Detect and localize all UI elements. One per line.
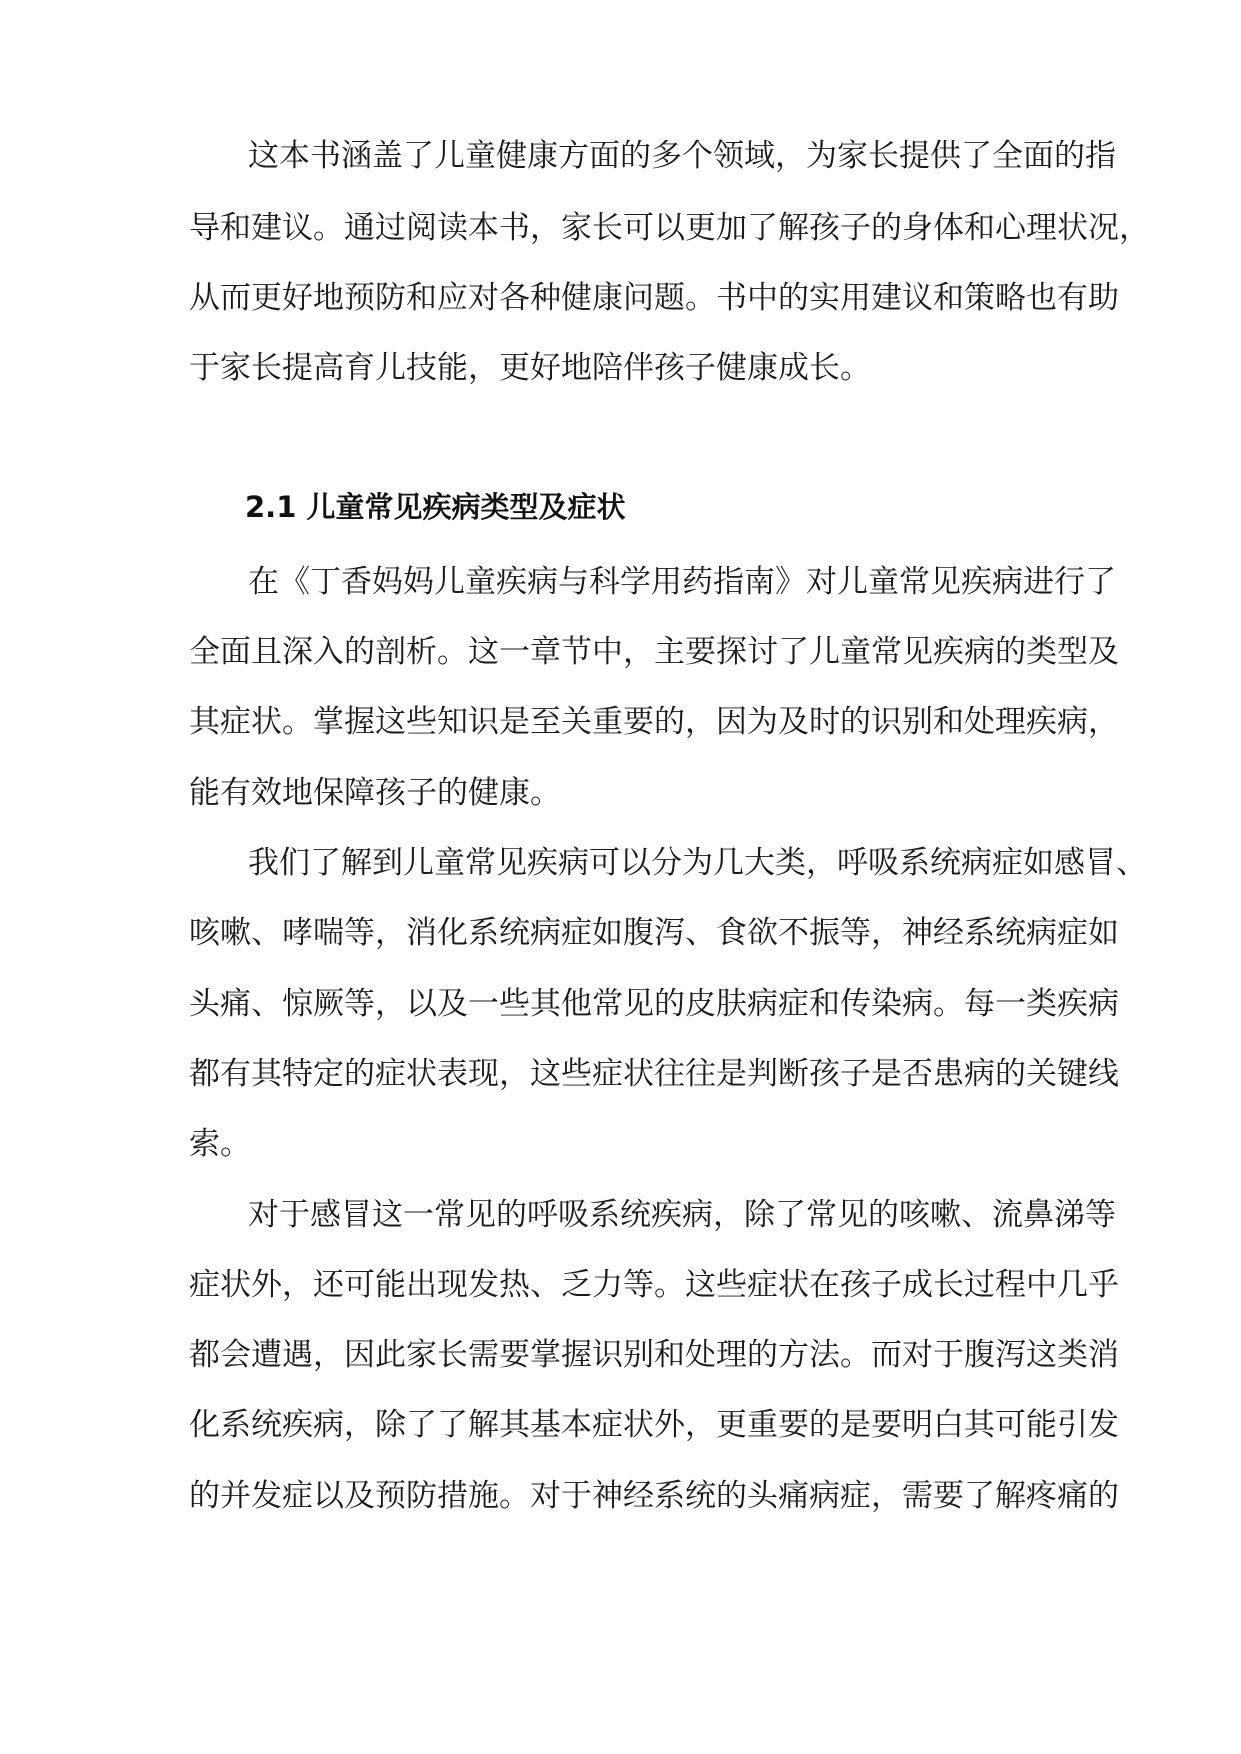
- paragraph-4-line-3: 都会遭遇，因此家长需要掌握识别和处理的方法。而对于腹泻这类消: [189, 1337, 1119, 1373]
- paragraph-2-line-3: 其症状。掌握这些知识是至关重要的，因为及时的识别和处理疾病，: [189, 704, 1119, 740]
- paragraph-3-line-2: 咳嗽、哮喘等，消化系统病症如腹泻、食欲不振等，神经系统病症如: [189, 915, 1119, 951]
- paragraph-3-line-3: 头痛、惊厥等，以及一些其他常见的皮肤病症和传染病。每一类疾病: [189, 986, 1119, 1022]
- section-heading: 2.1 儿童常见疾病类型及症状: [245, 490, 626, 524]
- paragraph-1-line-3: 从而更好地预防和应对各种健康问题。书中的实用建议和策略也有助: [189, 280, 1119, 316]
- paragraph-4-line-4: 化系统疾病，除了了解其基本症状外，更重要的是要明白其可能引发: [189, 1407, 1119, 1443]
- paragraph-3-line-1: 我们了解到儿童常见疾病可以分为几大类，呼吸系统病症如感冒、: [248, 845, 1147, 881]
- paragraph-4-line-2: 症状外，还可能出现发热、乏力等。这些症状在孩子成长过程中几乎: [189, 1267, 1119, 1303]
- paragraph-4-line-1: 对于感冒这一常见的呼吸系统疾病，除了常见的咳嗽、流鼻涕等: [248, 1197, 1116, 1233]
- paragraph-3-line-4: 都有其特定的症状表现，这些症状往往是判断孩子是否患病的关键线: [189, 1056, 1119, 1092]
- paragraph-2-line-2: 全面且深入的剖析。这一章节中，主要探讨了儿童常见疾病的类型及: [189, 634, 1119, 670]
- paragraph-3-line-5: 索。: [189, 1126, 251, 1162]
- paragraph-4-line-5: 的并发症以及预防措施。对于神经系统的头痛病症，需要了解疼痛的: [189, 1478, 1119, 1514]
- paragraph-2-line-1: 在《丁香妈妈儿童疾病与科学用药指南》对儿童常见疾病进行了: [248, 564, 1116, 600]
- paragraph-1-line-4: 于家长提高育儿技能，更好地陪伴孩子健康成长。: [189, 350, 871, 386]
- paragraph-2-line-4: 能有效地保障孩子的健康。: [189, 775, 561, 811]
- paragraph-1-line-2: 导和建议。通过阅读本书，家长可以更加了解孩子的身体和心理状况，: [189, 210, 1150, 246]
- paragraph-1-line-1: 这本书涵盖了儿童健康方面的多个领域，为家长提供了全面的指: [248, 138, 1116, 174]
